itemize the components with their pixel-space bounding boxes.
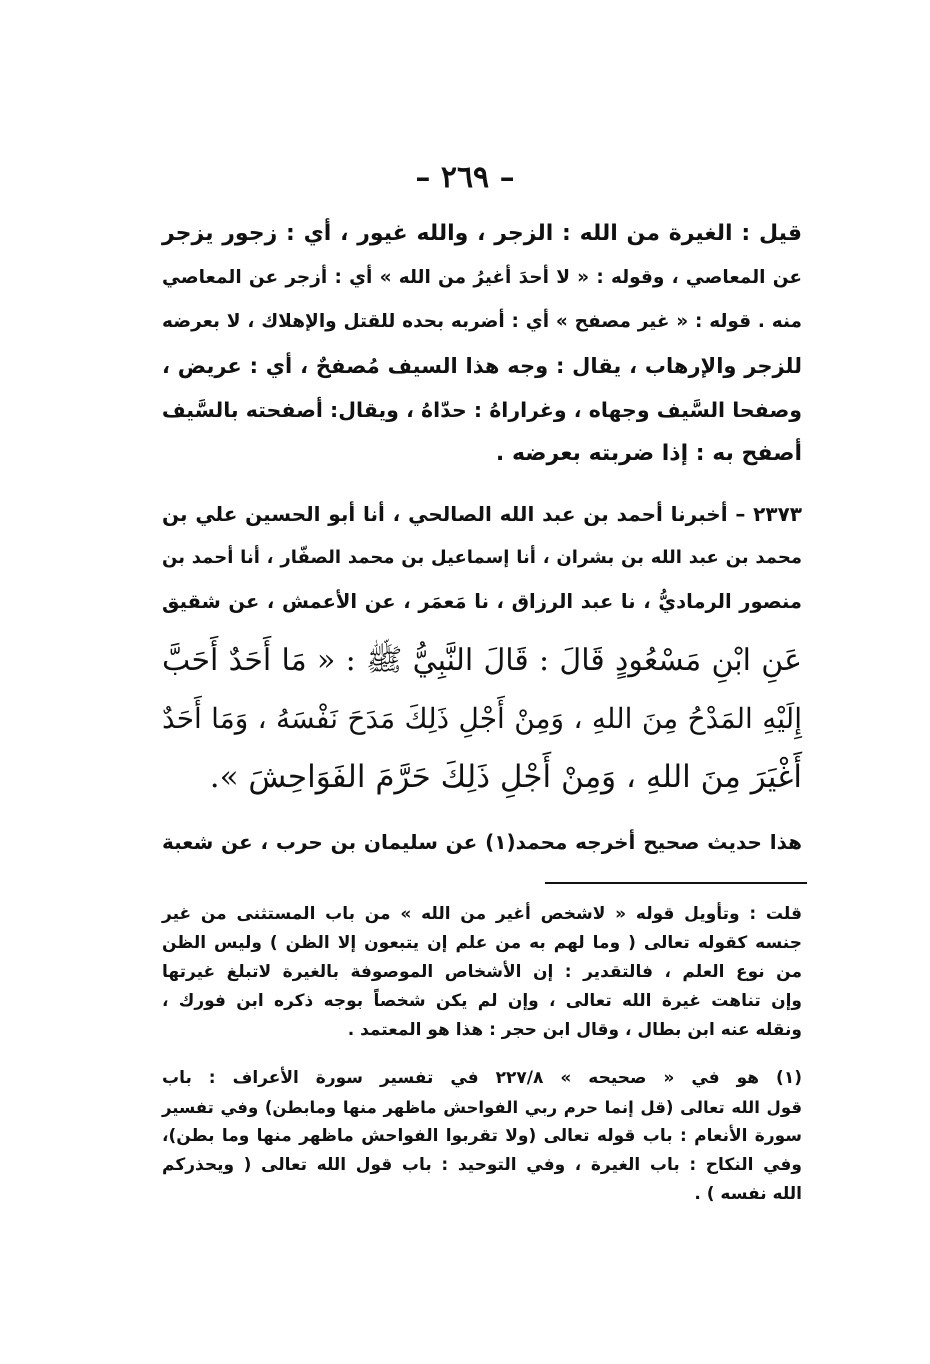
text-line: هذا حديث صحيح أخرجه محمد(١) عن سليمان بن حرب ، عن شعبة <box>162 830 802 854</box>
text-line: منه . قوله : « غير مصفح » أي : أضربه بحده للقتل والإهلاك ، لا بعرضه <box>162 311 802 332</box>
footnote-line: وإن تناهت غيرة الله تعالى ، وإن لم يكن شخصاً بوجه ذكره ابن فورك ، <box>162 991 802 1011</box>
footnote-remark <box>162 900 802 1045</box>
commentary-paragraph <box>162 212 802 476</box>
hadith-text <box>162 632 802 806</box>
page-number: – ٢٦٩ – <box>415 160 515 195</box>
footnote-line: قلت : وتأويل قوله « لاشخص أغير من الله » من باب المستثنى من غير <box>162 904 802 924</box>
text-line: ٢٣٧٣ – أخبرنا أحمد بن عبد الله الصالحي ، أنا أبو الحسين علي بن <box>162 502 802 526</box>
text-line: للزجر والإرهاب ، يقال : وجه هذا السيف مُصفحٌ ، أي : عريض ، <box>162 354 802 378</box>
footnote-line: الله نفسه ) . <box>694 1184 802 1204</box>
hadith-line: أَغْيَرَ مِنَ اللهِ ، وَمِنْ أَجْلِ ذَلِكَ حَرَّمَ الفَوَاحِشَ ». <box>209 759 802 795</box>
footnote-line: وفي النكاح : باب الغيرة ، وفي التوحيد : باب قول الله تعالى ( ويحذركم <box>162 1155 802 1175</box>
text-line: قيل : الغيرة من الله : الزجر ، والله غيور ، أي : زجور يزجر <box>162 221 802 246</box>
footnote-line: جنسه كقوله تعالى ( وما لهم به من علم إن يتبعون إلا الظن ) وليس الظن <box>162 933 802 953</box>
text-line: وصفحا السَّيف وجهاه ، وغراراهُ : حدّاهُ ، ويقال: أصفحته بالسَّيف <box>161 398 802 422</box>
footnote-divider <box>545 882 807 884</box>
text-line: أصفح به : إذا ضربته بعرضه . <box>495 441 802 466</box>
footnote-line: (١) هو في « صحيحه » ٢٢٧/٨ في تفسير سورة الأعراف : باب <box>162 1068 802 1088</box>
text-line: منصور الرماديُّ ، نا عبد الرزاق ، نا مَعمَر ، عن الأعمش ، عن شقيق <box>162 590 802 613</box>
footnote-line: سورة الأنعام : باب قوله تعالى (ولا تقربوا الفواحش ماظهر منها وما بطن)، <box>162 1126 802 1146</box>
text-line: محمد بن عبد الله بن بشران ، أنا إسماعيل بن محمد الصفّار ، أنا أحمد بن <box>162 547 802 568</box>
footnote-line: ونقله عنه ابن بطال ، وقال ابن حجر : هذا هو المعتمد . <box>347 1020 802 1040</box>
text-line: عن المعاصي ، وقوله : « لا أحدَ أغيرُ من الله » أي : أزجر عن المعاصي <box>162 267 802 288</box>
grading-paragraph <box>162 820 802 864</box>
isnad-paragraph <box>162 492 802 624</box>
hadith-line: عَنِ ابْنِ مَسْعُودٍ قَالَ : قَالَ النَّبِيُّ ﷺ : « مَا أَحَدٌ أَحَبَّ <box>162 643 802 678</box>
footnote-1 <box>162 1064 802 1209</box>
hadith-line: إِلَيْهِ المَدْحُ مِنَ اللهِ ، وَمِنْ أَجْلِ ذَلِكَ مَدَحَ نَفْسَهُ ، وَمَا أَحَدٌ <box>162 702 802 735</box>
footnote-line: قول الله تعالى (قل إنما حرم ربي الفواحش ماظهر منها ومابطن) وفي تفسير <box>162 1098 802 1117</box>
footnote-line: من نوع العلم ، فالتقدير : إن الأشخاص الموصوفة بالغيرة لاتبلغ غيرتها <box>162 962 802 982</box>
